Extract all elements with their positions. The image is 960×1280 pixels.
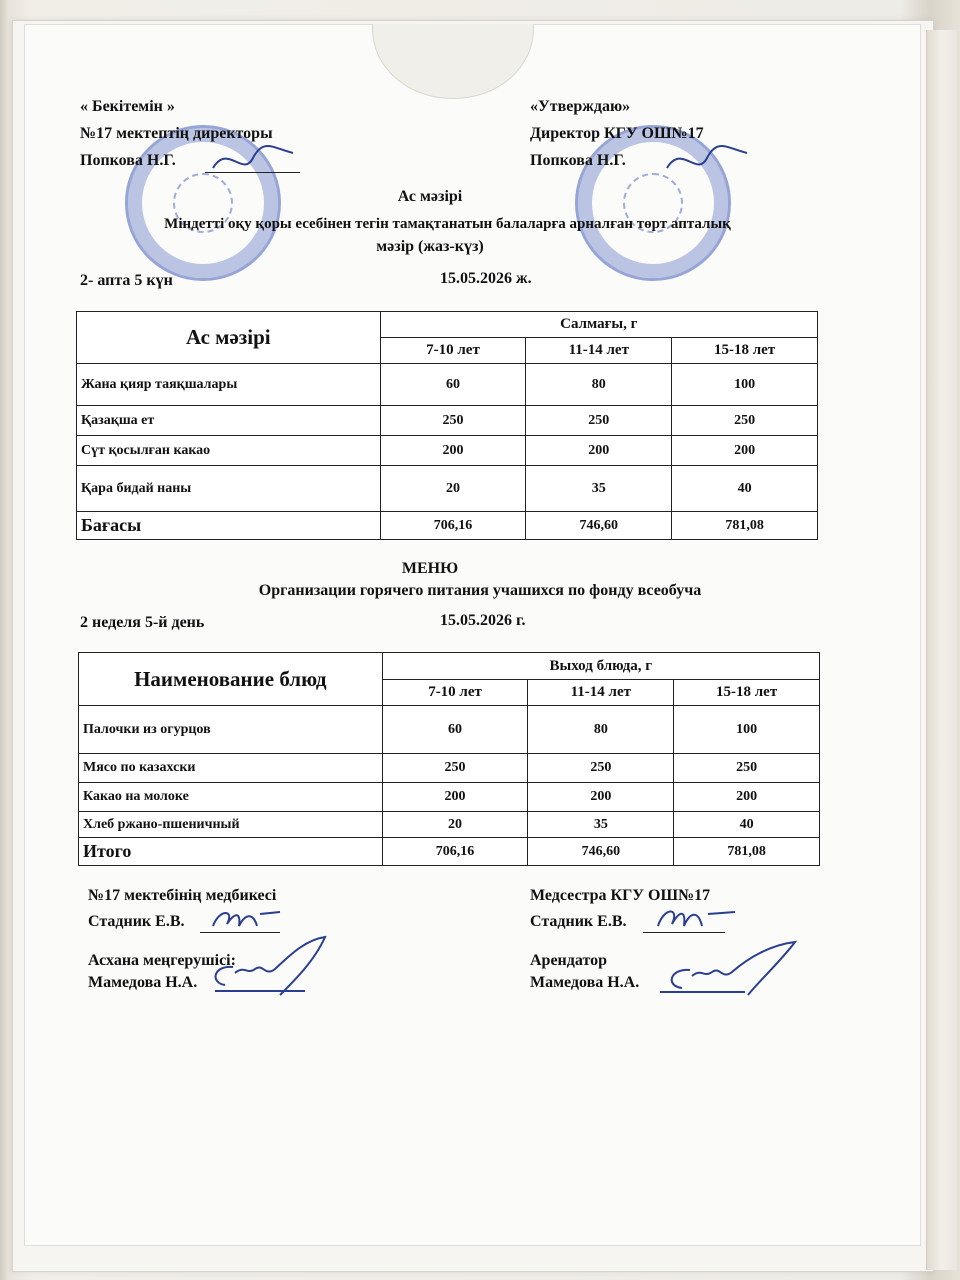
ru-kitchen-signature <box>660 940 800 1000</box>
kz-menu-table <box>76 311 818 540</box>
approve-kz-line2: №17 мектептің директоры <box>80 125 273 142</box>
table-row <box>77 406 818 436</box>
dish-value: 250 <box>674 754 820 783</box>
ru-nurse-name: Стадник Е.В. <box>530 913 627 930</box>
ru-nurse-signature <box>650 902 740 934</box>
sleeve-edge <box>926 30 957 1270</box>
dish-value: 100 <box>672 364 818 406</box>
table-row <box>77 512 818 540</box>
total-value: 781,08 <box>672 512 818 540</box>
ru-menu-title: МЕНЮ <box>401 560 459 577</box>
total-value: 781,08 <box>674 838 820 866</box>
kz-age-group: 7-10 лет <box>380 338 526 364</box>
kz-nurse-name: Стадник Е.В. <box>88 913 185 930</box>
total-label: Бағасы <box>77 512 381 540</box>
dish-name: Хлеб ржано-пшеничный <box>79 812 383 838</box>
dish-name: Какао на молоке <box>79 783 383 812</box>
dish-value: 20 <box>380 466 526 512</box>
kz-kitchen-signature <box>205 935 335 1000</box>
dish-value: 60 <box>382 706 528 754</box>
ru-date: 15.05.2026 г. <box>440 612 526 629</box>
kz-date: 15.05.2026 ж. <box>440 270 532 287</box>
dish-name: Мясо по казахски <box>79 754 383 783</box>
table-row <box>79 783 820 812</box>
approve-kz-line3: Попкова Н.Г. <box>80 152 176 169</box>
ru-nurse-title: Медсестра КГУ ОШ№17 <box>530 887 711 904</box>
table-row <box>79 812 820 838</box>
dish-name: Қара бидай наны <box>77 466 381 512</box>
dish-value: 250 <box>382 754 528 783</box>
ru-header-name: Наименование блюд <box>79 653 383 706</box>
dish-value: 80 <box>528 706 674 754</box>
dish-value: 250 <box>528 754 674 783</box>
ru-age-group: 7-10 лет <box>382 680 528 706</box>
dish-value: 20 <box>382 812 528 838</box>
dish-name: Сүт қосылған какао <box>77 436 381 466</box>
kz-menu-subtitle2: мәзір (жаз-күз) <box>376 238 484 255</box>
approve-ru-line3: Попкова Н.Г. <box>530 152 626 169</box>
kz-header-group: Салмағы, г <box>380 312 817 338</box>
approve-ru-line1: «Утверждаю» <box>530 98 631 115</box>
dish-value: 35 <box>526 466 672 512</box>
dish-name: Жана қияр таяқшалары <box>77 364 381 406</box>
table-row <box>79 754 820 783</box>
kz-menu-subtitle1: Міндетті оқу қоры есебінен тегін тамақтанатын балаларға арналған төрт апталық <box>164 216 731 232</box>
dish-value: 250 <box>526 406 672 436</box>
ru-header-group: Выход блюда, г <box>382 653 819 680</box>
ru-menu-table <box>78 652 820 866</box>
dish-value: 35 <box>528 812 674 838</box>
kz-week-day: 2- апта 5 күн <box>80 272 173 289</box>
ru-age-group: 15-18 лет <box>674 680 820 706</box>
ru-menu-subtitle: Организации горячего питания учашихся по фонду всеобуча <box>258 582 702 599</box>
dish-value: 250 <box>672 406 818 436</box>
total-label: Итого <box>79 838 383 866</box>
table-row <box>77 466 818 512</box>
table-row <box>79 838 820 866</box>
dish-value: 200 <box>674 783 820 812</box>
total-value: 746,60 <box>528 838 674 866</box>
approve-kz-signature <box>208 138 298 183</box>
ru-week-day: 2 неделя 5-й день <box>80 614 205 631</box>
kz-nurse-title: №17 мектебінің медбикесі <box>88 887 277 904</box>
ru-age-group: 11-14 лет <box>528 680 674 706</box>
kz-kitchen-name: Мамедова Н.А. <box>88 974 198 991</box>
dish-name: Қазақша ет <box>77 406 381 436</box>
table-row <box>79 706 820 754</box>
dish-value: 40 <box>674 812 820 838</box>
approve-ru-signature <box>662 138 752 183</box>
dish-name: Палочки из огурцов <box>79 706 383 754</box>
kz-kitchen-title: Асхана меңгерушісі: <box>88 952 236 969</box>
kz-nurse-signature <box>205 904 285 934</box>
kz-age-group: 15-18 лет <box>672 338 818 364</box>
kz-header-name: Ас мәзірі <box>77 312 381 364</box>
dish-value: 200 <box>672 436 818 466</box>
approve-kz-line1: « Бекітемін » <box>80 98 175 115</box>
ru-kitchen-title: Арендатор <box>530 952 607 969</box>
dish-value: 200 <box>528 783 674 812</box>
kz-age-group: 11-14 лет <box>526 338 672 364</box>
total-value: 706,16 <box>382 838 528 866</box>
dish-value: 250 <box>380 406 526 436</box>
dish-value: 100 <box>674 706 820 754</box>
dish-value: 40 <box>672 466 818 512</box>
total-value: 706,16 <box>380 512 526 540</box>
table-row <box>77 436 818 466</box>
ru-kitchen-name: Мамедова Н.А. <box>530 974 640 991</box>
approve-ru-line2: Директор КГУ ОШ№17 <box>530 125 704 142</box>
total-value: 746,60 <box>526 512 672 540</box>
dish-value: 60 <box>380 364 526 406</box>
dish-value: 200 <box>382 783 528 812</box>
dish-value: 80 <box>526 364 672 406</box>
dish-value: 200 <box>380 436 526 466</box>
dish-value: 200 <box>526 436 672 466</box>
table-row <box>77 364 818 406</box>
kz-menu-title: Ас мәзірі <box>397 188 463 205</box>
